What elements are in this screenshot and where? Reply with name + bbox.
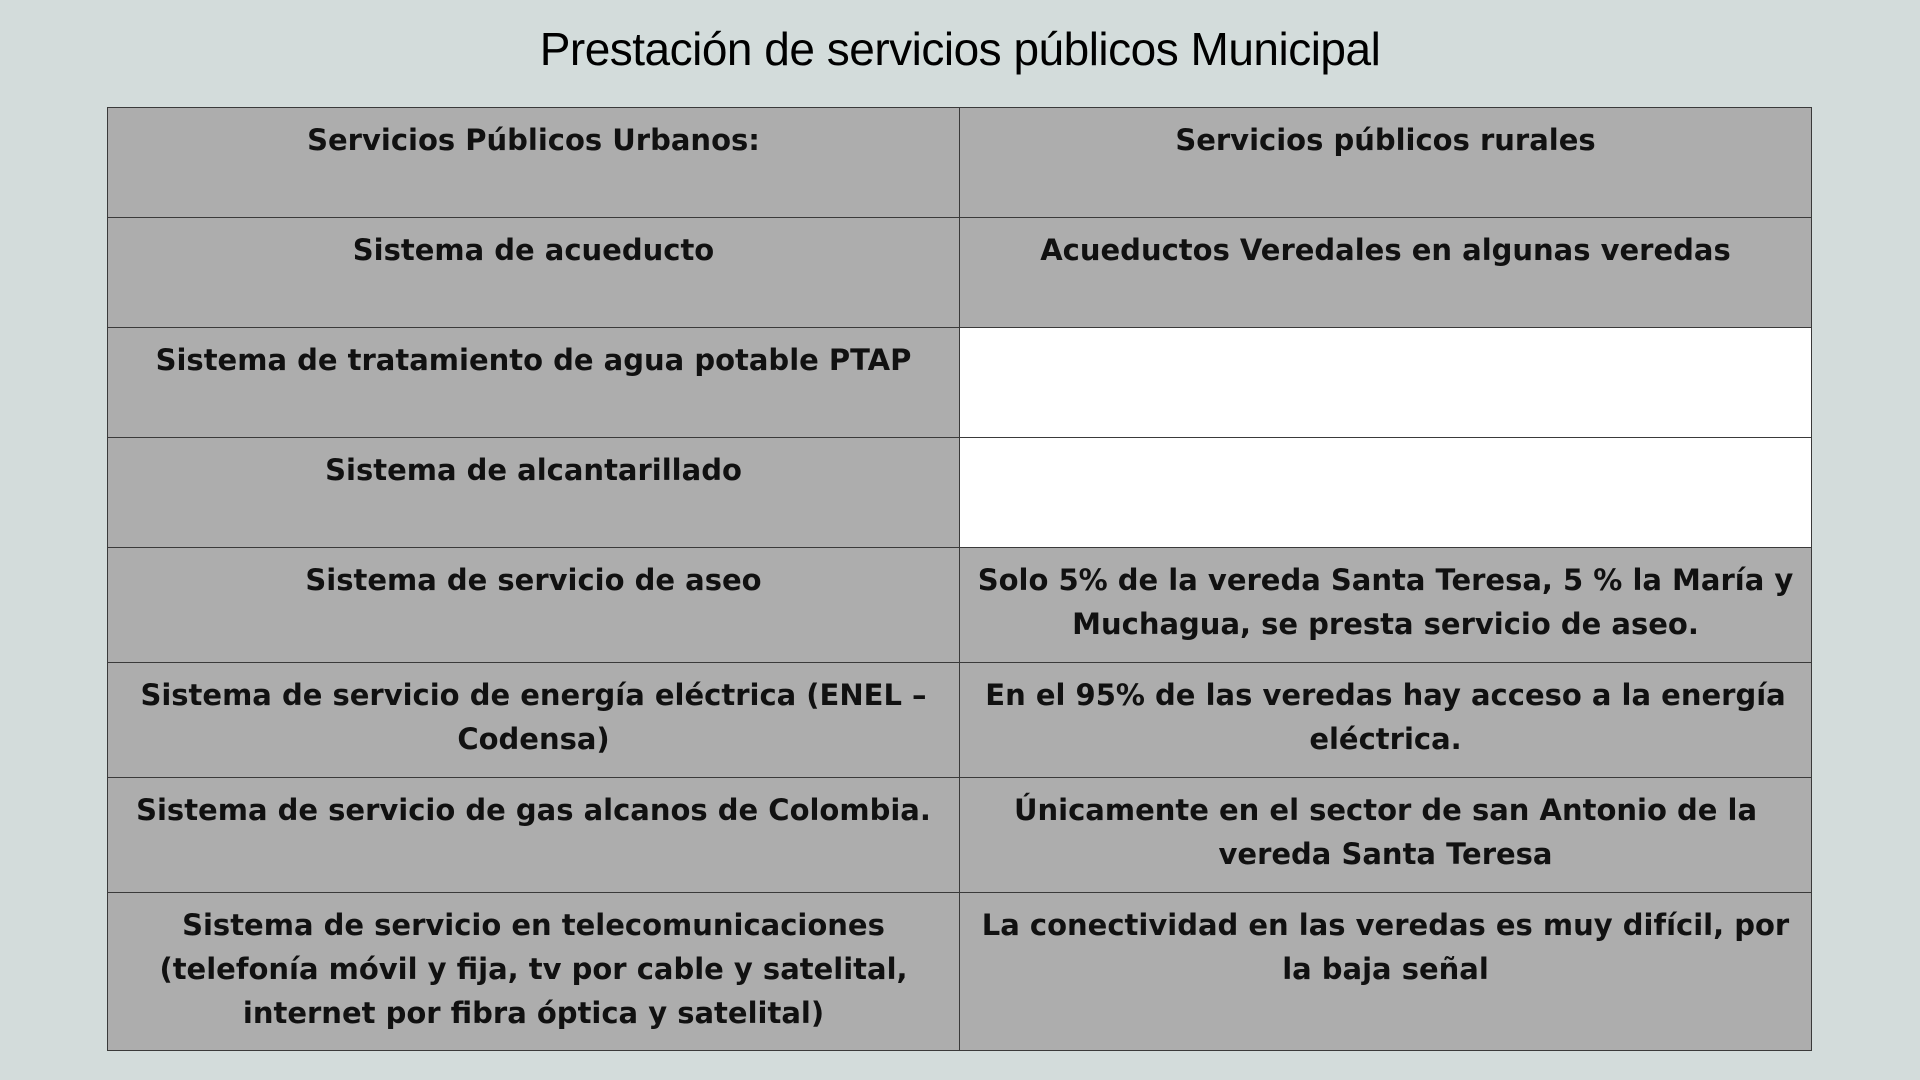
table-row (108, 548, 1812, 663)
table-row (108, 893, 1812, 1051)
page-title: Prestación de servicios públicos Municipal (539, 23, 1381, 75)
urban-service-cell: Sistema de servicio de energía eléctrica (ENEL – Codensa) (108, 663, 960, 778)
rural-service-cell: Acueductos Veredales en algunas veredas (960, 218, 1812, 328)
rural-service-cell: La conectividad en las veredas es muy difícil, por la baja señal (960, 893, 1812, 1051)
header-rural-services: Servicios públicos rurales (960, 108, 1812, 218)
table-row (108, 438, 1812, 548)
urban-service-cell: Sistema de servicio de aseo (108, 548, 960, 663)
table-header-row (108, 108, 1812, 218)
table-row (108, 663, 1812, 778)
urban-service-cell: Sistema de servicio de gas alcanos de Colombia. (108, 778, 960, 893)
urban-service-cell: Sistema de tratamiento de agua potable PTAP (108, 328, 960, 438)
table-row (108, 778, 1812, 893)
rural-service-cell-empty (960, 438, 1812, 548)
urban-service-cell: Sistema de alcantarillado (108, 438, 960, 548)
rural-service-cell-empty (960, 328, 1812, 438)
urban-service-cell: Sistema de servicio en telecomunicaciones (telefonía móvil y fija, tv por cable y satelital, internet por fibra óptica y satelital) (108, 893, 960, 1051)
header-urban-services: Servicios Públicos Urbanos: (108, 108, 960, 218)
table-row (108, 328, 1812, 438)
rural-service-cell: Únicamente en el sector de san Antonio de la vereda Santa Teresa (960, 778, 1812, 893)
services-table (107, 107, 1812, 1051)
table-row (108, 218, 1812, 328)
rural-service-cell: En el 95% de las veredas hay acceso a la energía eléctrica. (960, 663, 1812, 778)
urban-service-cell: Sistema de acueducto (108, 218, 960, 328)
rural-service-cell: Solo 5% de la vereda Santa Teresa, 5 % la María y Muchagua, se presta servicio de aseo. (960, 548, 1812, 663)
